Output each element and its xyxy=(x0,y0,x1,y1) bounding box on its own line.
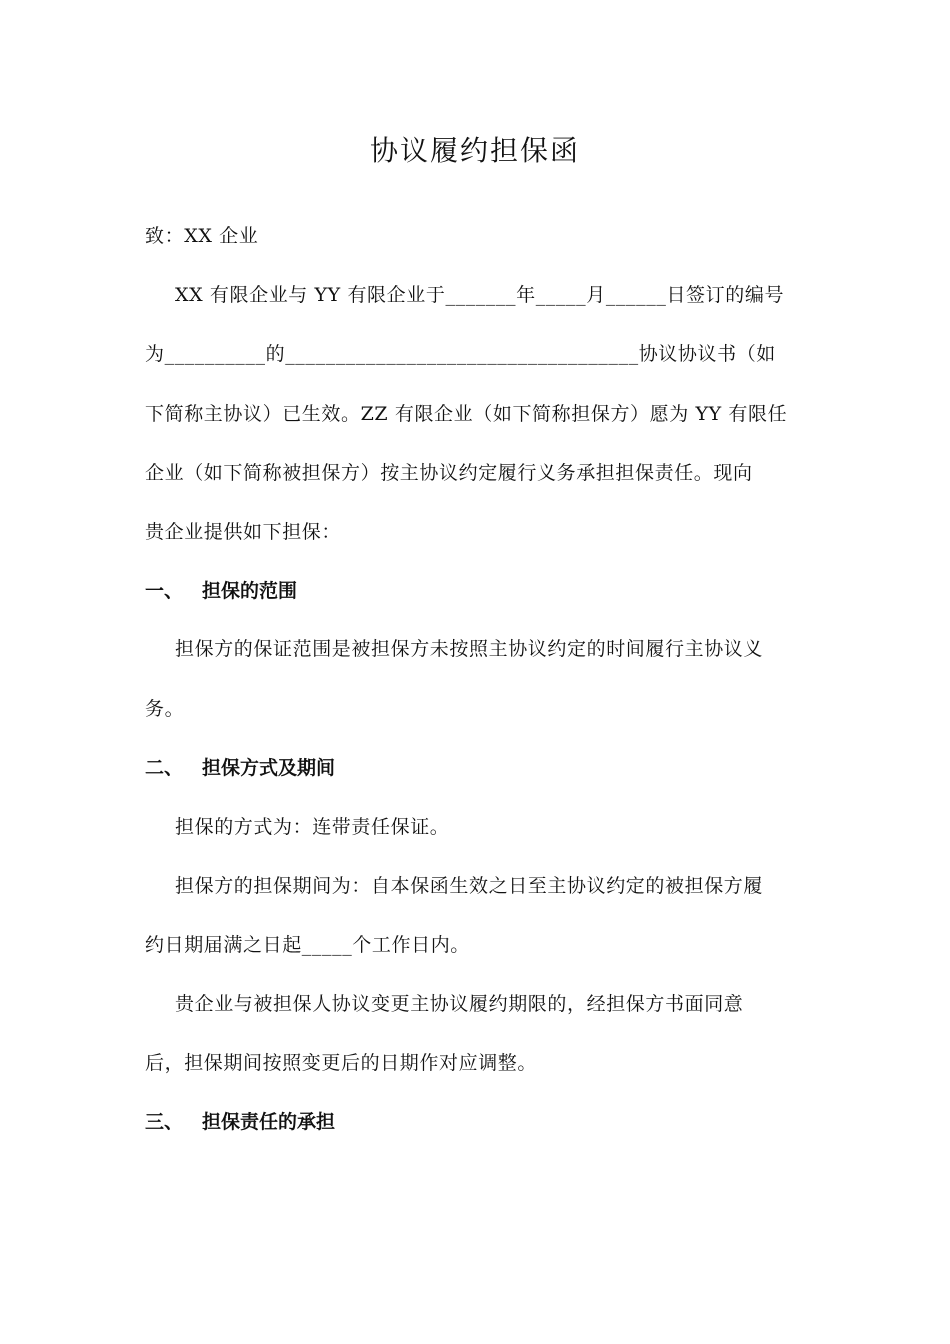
section-number: 三、 xyxy=(145,1111,184,1133)
intro-line-1: XX 有限企业与 YY 有限企业于_______年_____月______日签订的编号 xyxy=(175,284,785,306)
section-number: 二、 xyxy=(145,757,184,779)
section-2-line-4: 贵企业与被担保人协议变更主协议履约期限的，经担保方书面同意 xyxy=(175,993,744,1015)
section-2-line-5: 后，担保期间按照变更后的日期作对应调整。 xyxy=(145,1052,538,1074)
intro-line-4: 企业（如下简称被担保方）按主协议约定履行义务承担担保责任。现向 xyxy=(145,462,753,484)
document-title: 协议履约担保函 xyxy=(369,134,580,167)
section-heading-3 xyxy=(145,1107,335,1137)
section-2-line-1: 担保的方式为：连带责任保证。 xyxy=(175,816,450,838)
section-2-line-3: 约日期届满之日起_____个工作日内。 xyxy=(145,934,470,956)
section-title: 担保方式及期间 xyxy=(202,757,336,779)
section-2-line-2: 担保方的担保期间为：自本保函生效之日至主协议约定的被担保方履 xyxy=(175,875,764,897)
salutation: 致：XX 企业 xyxy=(145,225,259,247)
section-heading-2 xyxy=(145,753,335,783)
section-1-line-1: 担保方的保证范围是被担保方未按照主协议约定的时间履行主协议义 xyxy=(175,638,764,660)
section-heading-1 xyxy=(145,576,297,606)
section-number: 一、 xyxy=(145,580,184,602)
section-title: 担保责任的承担 xyxy=(202,1111,336,1133)
section-title: 担保的范围 xyxy=(202,580,298,602)
intro-line-3: 下简称主协议）已生效。ZZ 有限企业（如下简称担保方）愿为 YY 有限任 xyxy=(145,403,788,425)
intro-line-5: 贵企业提供如下担保： xyxy=(145,521,342,543)
intro-line-2: 为__________的___________________________________协议协议书（如 xyxy=(145,343,776,365)
section-1-line-2: 务。 xyxy=(145,698,185,720)
